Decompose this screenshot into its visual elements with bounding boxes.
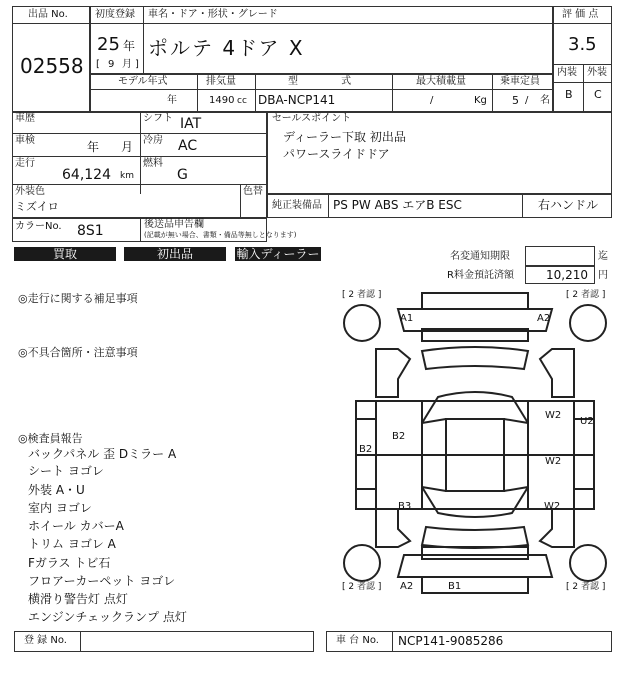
color-change-label: 色替 <box>243 186 263 197</box>
inspection-label: 車検 <box>15 135 35 146</box>
reg-year-unit: 年 <box>123 39 136 53</box>
defect-notes-label: ◎不具合箇所・注意事項 <box>18 346 138 359</box>
tag-kaitori: 買取 <box>14 247 116 261</box>
capacity-label: 乗車定員 <box>500 76 540 87</box>
recycle-value: 10,210 <box>546 268 588 282</box>
reg-month: 9 <box>108 59 115 70</box>
fuel-label: 燃料 <box>143 158 163 169</box>
tag-first-listing: 初出品 <box>124 247 226 261</box>
mark-u2: U2 <box>580 416 594 427</box>
reg-year: 25 <box>97 34 120 55</box>
load-unit: Kg <box>474 95 487 106</box>
capacity-value: 5 <box>512 94 519 107</box>
displacement-unit: cc <box>237 96 247 106</box>
displacement-value: 1490 <box>209 95 235 106</box>
handle-value: 右ハンドル <box>538 198 599 212</box>
exterior-grade: C <box>594 88 602 101</box>
chassis-number: NCP141-9085286 <box>398 634 504 648</box>
inspector-line-10: エンジンチェックランプ 点灯 <box>28 610 187 624</box>
tire-label-tl: [ 2 者認 ] <box>342 290 382 300</box>
tire-label-bl: [ 2 者認 ] <box>342 582 382 592</box>
inspector-line-7: Fガラス トビ石 <box>28 556 111 570</box>
type-label: 型 式 <box>288 76 352 87</box>
post-note: (記載が無い場合、書類・備品等無しとなります) <box>144 231 297 239</box>
mark-w2-2: W2 <box>545 456 562 467</box>
driving-notes-label: ◎走行に関する補足事項 <box>18 292 138 305</box>
history-label: 車歴 <box>15 113 35 124</box>
car-name: ポルテ 4ドア X <box>148 36 305 60</box>
recycle-label: R料金預託済額 <box>447 270 514 281</box>
model-year-label: モデル年式 <box>118 76 168 87</box>
color-no-label: カラーNo. <box>15 221 62 232</box>
reg-label: 初度登録 <box>95 9 135 20</box>
model-code: DBA-NCP141 <box>258 93 336 107</box>
lot-number: 02558 <box>20 54 84 78</box>
sales-line-2: パワースライドドア <box>283 147 390 161</box>
equip-value: PS PW ABS エアB ESC <box>333 198 462 212</box>
interior-grade: B <box>565 88 573 101</box>
interior-label: 内装 <box>557 67 577 78</box>
recycle-unit: 円 <box>598 270 608 281</box>
reg-no-label: 登 録 No. <box>24 635 67 646</box>
sales-label: セールスポイント <box>272 113 352 124</box>
mark-b3: B3 <box>398 501 412 512</box>
car-diagram <box>338 289 612 601</box>
chassis-label: 車 台 No. <box>336 635 379 646</box>
inspector-label: ◎検査員報告 <box>18 432 83 445</box>
mark-b1: B1 <box>448 581 462 592</box>
inspector-line-1: バックパネル 歪 Dミラー A <box>28 447 177 461</box>
tag-import-dealer: 輸入ディーラー <box>236 247 320 261</box>
displacement-label: 排気量 <box>206 76 236 87</box>
color-no-value: 8S1 <box>77 223 104 239</box>
post-label: 後送品申告欄 <box>144 219 204 230</box>
model-year-unit: 年 <box>167 95 177 106</box>
equip-label: 純正装備品 <box>272 200 322 211</box>
reg-month-close: ] <box>135 59 139 70</box>
mark-a1: A1 <box>400 313 414 324</box>
ac-label: 冷房 <box>143 135 163 146</box>
inspector-line-8: フロアーカーペット ヨゴレ <box>28 574 176 588</box>
load-separator: / <box>430 95 434 106</box>
car-label: 車名・ドア・形状・グレード <box>148 9 278 20</box>
reg-month-unit: 月 <box>122 59 132 70</box>
score-value: 3.5 <box>568 34 597 55</box>
name-change-label: 名変通知期限 <box>450 251 510 262</box>
inspector-line-2: シート ヨゴレ <box>28 464 104 478</box>
inspector-line-6: トリム ヨゴレ A <box>28 537 116 551</box>
inspector-line-3: 外装 A・U <box>28 483 85 497</box>
mark-b2-side: B2 <box>359 444 373 455</box>
color-label: 外装色 <box>15 186 45 197</box>
capacity-separator: / <box>525 95 529 106</box>
mileage-label: 走行 <box>15 158 35 169</box>
inspection-year-unit: 年 <box>87 140 100 154</box>
tire-label-br: [ 2 者認 ] <box>566 582 606 592</box>
mark-w2-3: W2 <box>544 501 561 512</box>
tire-label-tr: [ 2 者認 ] <box>566 290 606 300</box>
fuel-value: G <box>177 167 188 183</box>
mark-b2-door: B2 <box>392 431 406 442</box>
name-change-box <box>525 246 595 266</box>
inspector-line-5: ホイール カバーA <box>28 519 124 533</box>
color-value: ミズイロ <box>15 200 59 213</box>
car-outline <box>338 289 612 601</box>
inspector-line-9: 横滑り警告灯 点灯 <box>28 592 128 606</box>
mileage-unit: km <box>120 171 134 181</box>
reg-month-open: [ <box>96 59 100 70</box>
ac-value: AC <box>178 138 198 154</box>
name-change-unit: 迄 <box>598 251 608 262</box>
sales-line-1: ディーラー下取 初出品 <box>283 130 406 144</box>
inspector-line-4: 室内 ヨゴレ <box>28 501 92 515</box>
shift-value: IAT <box>180 116 202 132</box>
score-label: 評 価 点 <box>562 9 599 20</box>
mark-a2-front: A2 <box>537 313 551 324</box>
max-load-label: 最大積載量 <box>416 76 466 87</box>
lot-label: 出品 No. <box>28 9 68 20</box>
capacity-unit: 名 <box>540 95 550 106</box>
exterior-label: 外装 <box>587 67 607 78</box>
mileage-value: 64,124 <box>62 167 111 183</box>
inspection-month-unit: 月 <box>121 140 134 154</box>
mark-w2-1: W2 <box>545 410 562 421</box>
shift-label: シフト <box>143 113 173 124</box>
mark-a2-rear: A2 <box>400 581 414 592</box>
